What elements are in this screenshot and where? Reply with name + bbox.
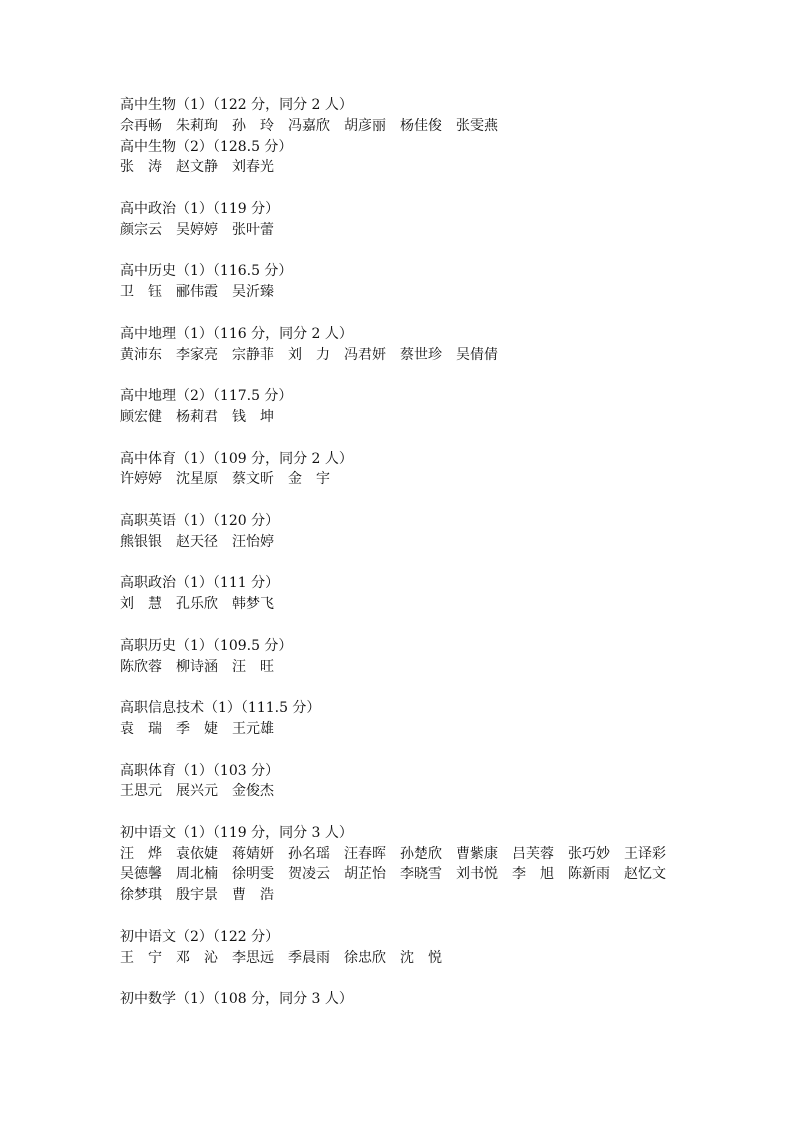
names-history-1: 卫 钰 郦伟霞 吴沂臻 xyxy=(120,284,274,301)
spacer xyxy=(120,490,740,511)
heading-vocational-pe-1: 高职体育（1）（103 分） xyxy=(120,762,280,779)
names-politics-1: 颜宗云 吴婷婷 张叶蕾 xyxy=(120,221,274,238)
names-junior-chinese-2: 王 宁 邓 沁 李思远 季晨雨 徐忠欣 沈 悦 xyxy=(120,949,442,966)
spacer xyxy=(120,428,740,449)
document-page xyxy=(120,95,740,1010)
names-vocational-it-1: 袁 瑞 季 婕 王元雄 xyxy=(120,720,274,737)
names-bio-1: 佘再畅 朱莉珣 孙 玲 冯嘉欣 胡彦丽 杨佳俊 张雯燕 xyxy=(120,117,498,134)
heading-pe-1: 高中体育（1）（109 分，同分 2 人） xyxy=(120,450,353,467)
heading-politics-1: 高中政治（1）（119 分） xyxy=(120,200,280,217)
names-pe-1: 许婷婷 沈星原 蔡文昕 金 宇 xyxy=(120,471,330,488)
names-bio-2: 张 涛 赵文静 刘春光 xyxy=(120,159,274,176)
names-vocational-politics-1: 刘 慧 孔乐欣 韩梦飞 xyxy=(120,596,274,613)
heading-vocational-english-1: 高职英语（1）（120 分） xyxy=(120,512,280,529)
spacer xyxy=(120,677,740,698)
spacer xyxy=(120,740,740,761)
names-vocational-pe-1: 王思元 展兴元 金俊杰 xyxy=(120,783,274,800)
names-geography-2: 顾宏健 杨莉君 钱 坤 xyxy=(120,408,274,425)
heading-geography-2: 高中地理（2）（117.5 分） xyxy=(120,388,293,405)
spacer xyxy=(120,615,740,636)
heading-junior-chinese-2: 初中语文（2）（122 分） xyxy=(120,928,280,945)
names-vocational-english-1: 熊银银 赵天径 汪怡婷 xyxy=(120,533,274,550)
heading-bio-2: 高中生物（2）（128.5 分） xyxy=(120,138,293,155)
heading-geography-1: 高中地理（1）（116 分，同分 2 人） xyxy=(120,325,353,342)
heading-bio-1: 高中生物（1）（122 分，同分 2 人） xyxy=(120,97,353,113)
spacer xyxy=(120,968,740,989)
spacer xyxy=(120,365,740,386)
heading-vocational-history-1: 高职历史（1）（109.5 分） xyxy=(120,637,293,654)
spacer xyxy=(120,802,740,823)
spacer xyxy=(120,303,740,324)
names-junior-chinese-1-row-3: 徐梦琪 殷宇景 曹 浩 xyxy=(120,887,274,904)
heading-junior-math-1: 初中数学（1）（108 分，同分 3 人） xyxy=(120,991,353,1008)
heading-history-1: 高中历史（1）（116.5 分） xyxy=(120,263,293,280)
heading-vocational-it-1: 高职信息技术（1）（111.5 分） xyxy=(120,700,321,717)
spacer xyxy=(120,241,740,262)
names-geography-1: 黄沛东 李家亮 宗静菲 刘 力 冯君妍 蔡世珍 吴倩倩 xyxy=(120,346,498,363)
names-junior-chinese-1-row-1: 汪 烨 袁依婕 蒋婧妍 孙名瑶 汪春晖 孙楚欣 曹紫康 吕芙蓉 张巧妙 王译彩 xyxy=(120,845,666,862)
spacer xyxy=(120,553,740,574)
names-vocational-history-1: 陈欣蓉 柳诗涵 汪 旺 xyxy=(120,658,274,675)
heading-vocational-politics-1: 高职政治（1）（111 分） xyxy=(120,575,280,592)
spacer xyxy=(120,178,740,199)
spacer xyxy=(120,906,740,927)
heading-junior-chinese-1: 初中语文（1）（119 分，同分 3 人） xyxy=(120,824,353,841)
names-junior-chinese-1-row-2: 吴德馨 周北楠 徐明雯 贺凌云 胡芷怡 李晓雪 刘书悦 李 旭 陈新雨 赵忆文 xyxy=(120,866,666,883)
